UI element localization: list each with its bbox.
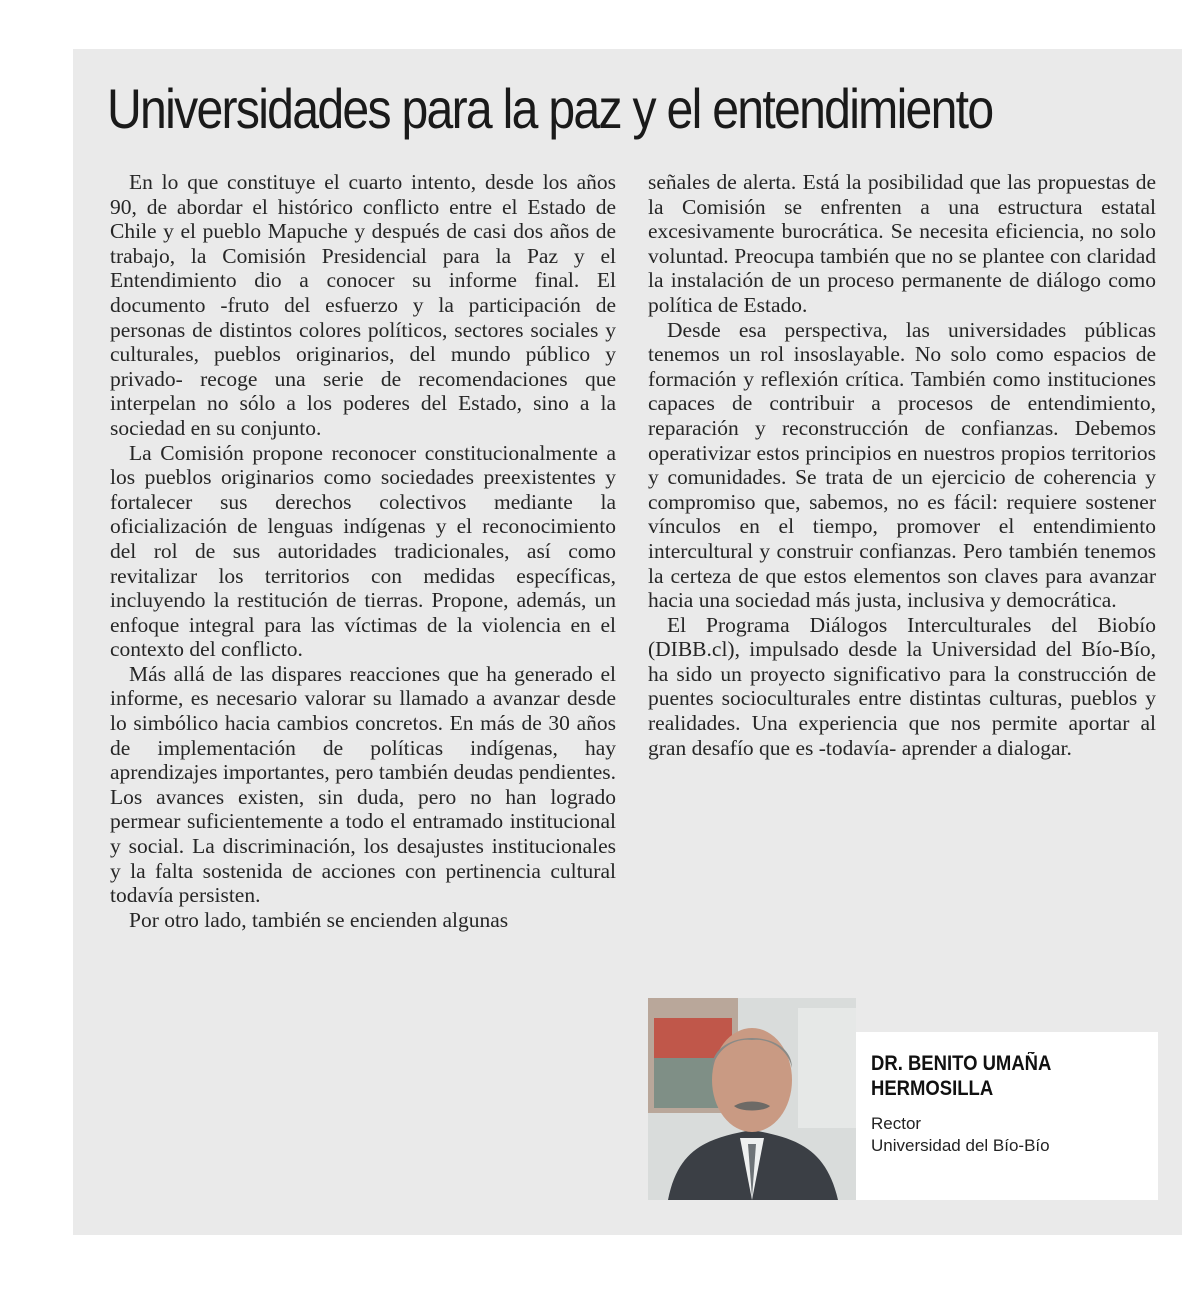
author-role: Rector (871, 1114, 922, 1133)
article-paragraph: La Comisión propone reconocer constitucionalmente a los pueblos originarios como sociedades preexistentes y fortalecer sus derechos colectivos mediante la oficialización de lenguas indígenas y el reconocimiento del rol de sus autoridades tradicionales, así como revitalizar los territorios con medidas específicas, incluyendo la restitución de tierras. Propone, además, un enfoque integral para las víctimas de la violencia en el contexto del conflicto. (110, 440, 616, 662)
article-paragraph: señales de alerta. Está la posibilidad que las propuestas de la Comisión se enfrenten a una estructura estatal excesivamente burocrática. Se necesita eficiencia, no solo voluntad. Preocupa también que no se plantee con claridad la instalación de un proceso permanente de diálogo como política de Estado. (648, 170, 1156, 317)
article-paragraph: Por otro lado, también se encienden algunas (129, 907, 509, 932)
article-paragraph: Más allá de las dispares reacciones que ha generado el informe, es necesario valorar su llamado a avanzar desde lo simbólico hacia cambios concretos. En más de 30 años de implementación de políticas indígenas, hay aprendizajes importantes, pero también deudas pendientes. Los avances existen, sin duda, pero no han logrado permear suficientemente a todo el entramado institucional y social. La discriminación, los desajustes institucionales y la falta sostenida de acciones con pertinencia cultural todavía persisten. (110, 661, 616, 908)
author-organization: Universidad del Bío-Bío (871, 1136, 1050, 1155)
article-paragraph: En lo que constituye el cuarto intento, desde los años 90, de abordar el histórico conflicto entre el Estado de Chile y el pueblo Mapuche y después de casi dos años de trabajo, la Comisión Presidencial para la Paz y el Entendimiento dio a conocer su informe final. El documento -fruto del esfuerzo y la participación de personas de distintos colores políticos, sectores sociales y culturales, pueblos originarios, del mundo público y privado- recoge una serie de recomendaciones que interpelan no sólo a los poderes del Estado, sino a la sociedad en su conjunto. (110, 170, 616, 440)
article-paragraph: Desde esa perspectiva, las universidades públicas tenemos un rol insoslayable. No solo como espacios de formación y reflexión crítica. También como instituciones capaces de contribuir a procesos de entendimiento, reparación y reconstrucción de confianzas. Debemos operativizar estos principios en nuestros propios territorios y comunidades. Se trata de un ejercicio de coherencia y compromiso que, sabemos, no es fácil: requiere sostener vínculos en el tiempo, promover el entendimiento intercultural y construir confianzas. Pero también tenemos la certeza de que estos elementos son claves para avanzar hacia una sociedad más justa, inclusiva y democrática. (648, 317, 1156, 613)
article-paragraph: El Programa Diálogos Interculturales del Biobío (DIBB.cl), impulsado desde la Universidad del Bío-Bío, ha sido un proyecto significativo para la construcción de puentes socioculturales entre distintas culturas, pueblos y realidades. Una experiencia que nos permite aportar al gran desafío que es -todavía- aprender a dialogar. (648, 612, 1156, 760)
author-name: DR. BENITO UMAÑA HERMOSILLA (871, 1052, 1051, 1100)
article-column-right (648, 170, 1156, 760)
article-headline: Universidades para la paz y el entendimiento (107, 77, 993, 140)
article-column-left (110, 170, 616, 932)
author-portrait-photo (648, 998, 856, 1200)
author-portrait-icon (648, 998, 856, 1200)
